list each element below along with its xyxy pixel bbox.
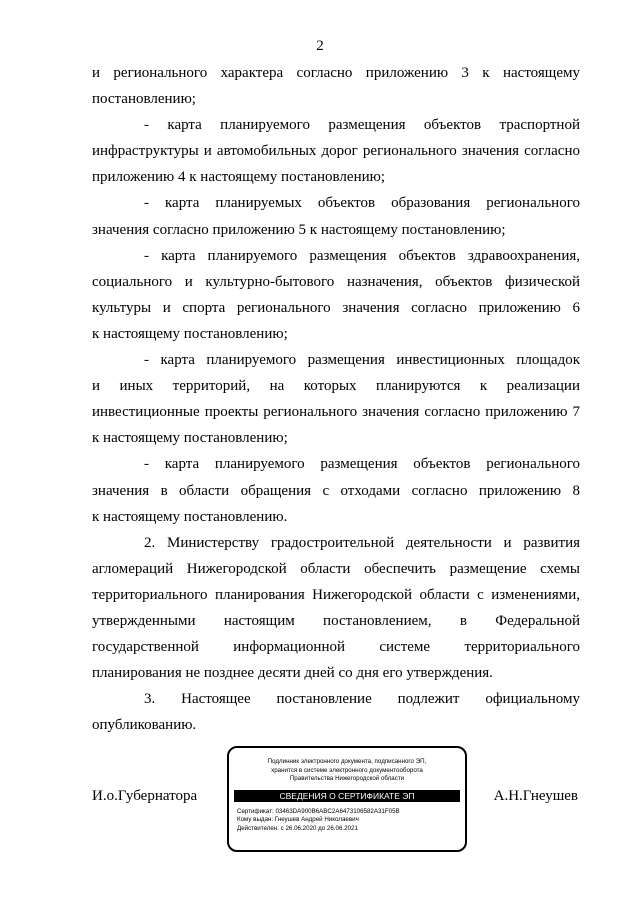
stamp-certificate-bar: СВЕДЕНИЯ О СЕРТИФИКАТЕ ЭП <box>234 790 460 802</box>
text-line: опубликованию. <box>92 717 197 734</box>
text-line: территориального планирования Нижегородской области с изменениями, <box>92 586 580 603</box>
text-line: значения согласно приложению 5 к настоящему постановлению; <box>92 221 506 238</box>
text-line: утвержденными настоящим постановлением, в Федеральной <box>92 612 580 629</box>
text-line: государственной информационной системе территориального <box>92 639 580 656</box>
stamp-issued-to: Кому выдан: Гнеушев Андрей Николаевич <box>237 816 359 823</box>
text-line: культуры и спорта регионального значения согласно приложению 6 <box>92 299 580 316</box>
text-line: приложению 4 к настоящему постановлению; <box>92 169 385 186</box>
stamp-header-line: хранится в системе электронного документооборота <box>271 766 423 774</box>
text-line: к настоящему постановлению. <box>92 508 288 525</box>
stamp-validity: Действителен: с 26.06.2020 до 26.06.2021 <box>237 824 358 832</box>
text-line: к настоящему постановлению; <box>92 325 288 342</box>
text-line: - карта планируемого размещения объектов траспортной <box>144 117 580 134</box>
text-line: - карта планируемого размещения объектов здравоохранения, <box>144 247 580 264</box>
stamp-certificate-number: Сертификат: 03463DA900B6ABC2A6473106582A31F05B <box>237 807 400 815</box>
text-line: социального и культурно-бытового назначения, объектов физической <box>92 273 580 290</box>
text-line: - карта планируемых объектов образования регионального <box>144 195 580 212</box>
electronic-signature-stamp <box>227 746 467 852</box>
text-line: - карта планируемого размещения инвестиционных площадок <box>144 352 580 369</box>
text-line: 2. Министерству градостроительной деятельности и развития <box>144 534 580 551</box>
text-line: и регионального характера согласно приложению 3 к настоящему <box>92 65 580 81</box>
text-line: к настоящему постановлению; <box>92 430 288 447</box>
page-number: 2 <box>316 38 324 54</box>
stamp-info <box>229 802 465 834</box>
text-line: и иных территорий, на которых планируются к реализации <box>92 378 580 395</box>
signatory-name: А.Н.Гнеушев <box>493 788 578 804</box>
text-line: - карта планируемого размещения объектов регионального <box>144 456 580 473</box>
text-line: значения в области обращения с отходами согласно приложению 8 <box>92 482 580 499</box>
text-line: планирования не позднее десяти дней со дня его утверждения. <box>92 665 493 682</box>
document-body <box>92 60 580 738</box>
text-line: постановлению; <box>92 91 196 108</box>
stamp-header-line: Правительства Нижегородской области <box>289 775 405 782</box>
text-line: 3. Настоящее постановление подлежит официальному <box>144 691 580 708</box>
stamp-header <box>229 748 465 784</box>
stamp-header-line: Подлинник электронного документа, подписанного ЭП, <box>267 758 427 765</box>
text-line: инвестиционные проекты регионального значения согласно приложению 7 <box>92 404 580 421</box>
text-line: агломераций Нижегородской области обеспечить размещение схемы <box>92 560 580 577</box>
text-line: инфраструктуры и автомобильных дорог регионального значения согласно <box>92 143 580 160</box>
signatory-position: И.о.Губернатора <box>92 788 198 804</box>
